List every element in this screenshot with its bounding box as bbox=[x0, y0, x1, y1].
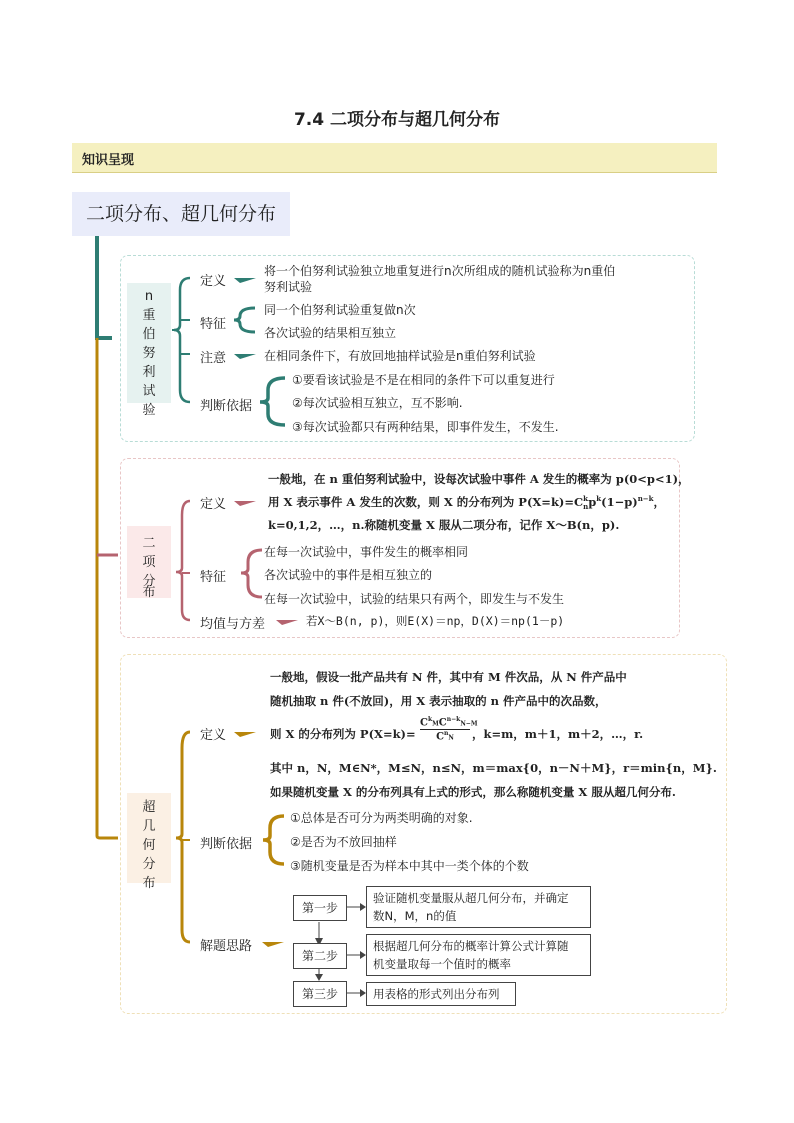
formula-sup: k bbox=[596, 494, 602, 504]
label-char: 试 bbox=[142, 384, 156, 399]
step-description bbox=[366, 982, 516, 1006]
formula-sup: n−k bbox=[446, 716, 461, 723]
step-box: 第一步 bbox=[293, 895, 347, 921]
label-char: 分 bbox=[142, 574, 156, 589]
bernoulli-judge-item: ①要看该试验是不是在相同的条件下可以重复进行 bbox=[292, 373, 555, 387]
binomial-feature-item: 在每一次试验中，试验的结果只有两个，即发生与不发生 bbox=[264, 592, 565, 606]
label-char: 何 bbox=[142, 838, 156, 853]
bernoulli-def-text: 努利试验 bbox=[264, 280, 313, 294]
bernoulli-feature-item: 各次试验的结果相互独立 bbox=[264, 326, 397, 340]
binomial-def-line: 一般地，在 n 重伯努利试验中，设每次试验中事件 A 发生的概率为 p(0<p<1)， bbox=[268, 472, 690, 486]
formula-denominator bbox=[420, 730, 470, 742]
formula-sub: N−M bbox=[460, 720, 478, 728]
bernoulli-def-text: 将一个伯努利试验独立地重复进行n次所组成的随机试验称为n重伯 bbox=[264, 264, 616, 278]
label-char: 项 bbox=[142, 555, 156, 570]
step-box: 第三步 bbox=[293, 981, 347, 1007]
binomial-feature-item: 在每一次试验中，事件发生的概率相同 bbox=[264, 545, 469, 559]
formula-text: C bbox=[420, 717, 428, 729]
hypergeometric-judge-item: ②是否为不放回抽样 bbox=[290, 835, 397, 849]
bernoulli-judge-item: ②每次试验相互独立，互不影响. bbox=[292, 396, 463, 410]
hypergeometric-def-line: 随机抽取 n 件(不放回)，用 X 表示抽取的 n 件产品中的次品数， bbox=[270, 694, 607, 708]
label-char: 验 bbox=[142, 403, 156, 418]
binomial-feature-item: 各次试验中的事件是相互独立的 bbox=[264, 568, 433, 582]
label-char: 重 bbox=[142, 308, 156, 323]
binomial-label-last: 布 bbox=[142, 585, 156, 600]
label-char: 分 bbox=[142, 857, 156, 872]
step-description-line: 验证随机变量服从超几何分布，并确定 bbox=[373, 891, 569, 905]
hypergeometric-def-line-formula bbox=[270, 726, 416, 742]
hypergeometric-judge-label: 判断依据 bbox=[200, 837, 253, 852]
formula-sub: N bbox=[448, 734, 454, 742]
hypergeometric-def-line: 其中 n，N，M∈N*，M≤N，n≤N，m＝max{0，n－N＋M}，r＝min{n，M}. bbox=[270, 761, 717, 775]
bernoulli-label bbox=[127, 283, 171, 418]
hypergeometric-judge-item: ①总体是否可分为两类明确的对象. bbox=[290, 811, 473, 825]
bernoulli-judge-item: ③每次试验都只有两种结果，即事件发生，不发生. bbox=[292, 420, 559, 434]
formula-sup: k bbox=[427, 716, 433, 723]
bernoulli-note-label: 注意 bbox=[200, 351, 227, 366]
formula-text: ， bbox=[653, 495, 666, 509]
hypergeometric-def-label: 定义 bbox=[200, 728, 227, 743]
bernoulli-note-text: 在相同条件下，有放回地抽样试验是n重伯努利试验 bbox=[264, 349, 536, 363]
formula-text: 则 X 的分布列为 P(X=k)= bbox=[270, 727, 416, 741]
hypergeometric-def-line: 一般地，假设一批产品共有 N 件，其中有 M 件次品，从 N 件产品中 bbox=[270, 670, 627, 684]
hypergeometric-label bbox=[127, 793, 171, 891]
binomial-formula-text: 用 X 表示事件 A 发生的次数，则 X 的分布列为 P(X=k)=C bbox=[268, 495, 584, 509]
bernoulli-judge-label: 判断依据 bbox=[200, 399, 253, 414]
binomial-mean-label: 均值与方差 bbox=[200, 617, 266, 632]
label-char: 利 bbox=[142, 365, 156, 380]
binomial-mean-text: 若X～B(n, p)，则E(X)＝np，D(X)＝np(1－p) bbox=[306, 614, 565, 628]
bernoulli-feature-label: 特征 bbox=[200, 317, 227, 332]
hypergeometric-judge-item: ③随机变量是否为样本中其中一类个体的个数 bbox=[290, 859, 529, 873]
step-description bbox=[366, 934, 591, 976]
step-description-line: 用表格的形式列出分布列 bbox=[373, 987, 500, 1001]
step-description bbox=[366, 886, 591, 928]
step-description-line: 机变量取每一个值时的概率 bbox=[373, 957, 511, 971]
label-char: 伯 bbox=[142, 327, 156, 342]
page-title: 7.4 二项分布与超几何分布 bbox=[293, 110, 501, 130]
hypergeometric-def-line: 如果随机变量 X 的分布列具有上式的形式，那么称随机变量 X 服从超几何分布. bbox=[270, 785, 676, 799]
binomial-def-line: k=0,1,2，…，n.称随机变量 X 服从二项分布，记作 X～B(n，p). bbox=[268, 518, 620, 532]
formula-text: (1−p) bbox=[601, 495, 638, 509]
formula-text: C bbox=[438, 717, 447, 729]
label-char: 二 bbox=[142, 536, 156, 551]
label-char: 超 bbox=[142, 800, 156, 815]
hypergeometric-approach-label: 解题思路 bbox=[200, 939, 253, 954]
main-topic: 二项分布、超几何分布 bbox=[72, 192, 290, 236]
bernoulli-def-label: 定义 bbox=[200, 274, 227, 289]
step-description-line: 根据超几何分布的概率计算公式计算随 bbox=[373, 939, 569, 953]
label-char: 几 bbox=[142, 819, 156, 834]
binomial-def-line bbox=[268, 494, 665, 511]
label-char: 布 bbox=[142, 876, 156, 891]
label-char: 努 bbox=[142, 346, 156, 361]
formula-sub: M bbox=[432, 720, 439, 728]
label-char: n bbox=[144, 289, 154, 304]
step-description-line: 数N，M，n的值 bbox=[373, 909, 457, 923]
formula-text: p bbox=[588, 495, 597, 509]
binomial-def-label: 定义 bbox=[200, 497, 227, 512]
formula-fraction bbox=[420, 716, 478, 743]
section-header-label: 知识呈现 bbox=[82, 153, 135, 168]
bernoulli-feature-item: 同一个伯努利试验重复做n次 bbox=[264, 303, 416, 317]
binomial-feature-label: 特征 bbox=[200, 570, 227, 585]
step-box: 第二步 bbox=[293, 943, 347, 969]
formula-text: C bbox=[436, 731, 445, 743]
formula-numerator bbox=[420, 716, 478, 730]
formula-text: ，k=m，m＋1，m＋2，…，r. bbox=[472, 727, 644, 741]
formula-sub: n bbox=[583, 502, 589, 511]
formula-sup: n bbox=[444, 730, 449, 738]
formula-sup: n−k bbox=[637, 494, 654, 504]
formula-sup: k bbox=[583, 494, 588, 503]
section-header bbox=[72, 143, 717, 173]
